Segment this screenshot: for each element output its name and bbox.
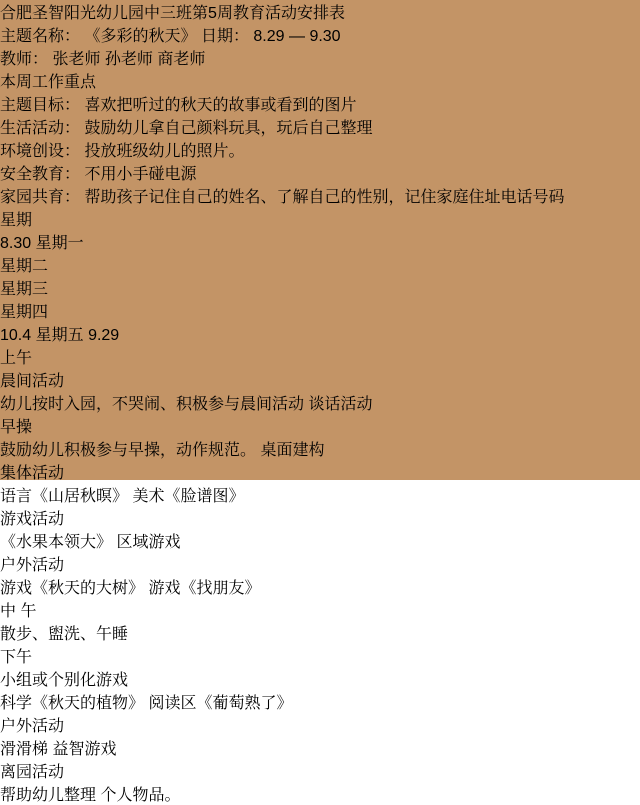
leave-days — [0, 782, 640, 805]
row-morning-arrival — [0, 368, 640, 414]
game-activity-text: 《水果本领大》 — [0, 534, 113, 551]
teacher-label: 教师： — [0, 51, 49, 68]
leave-label: 离园活动 — [0, 764, 65, 781]
theme-goal-cell — [0, 92, 640, 115]
teacher-value: 张老师 孙老师 商老师 — [52, 51, 206, 68]
friday-note-handwritten: 9.29 — [88, 327, 120, 344]
theme-name-label: 主题名称： — [0, 28, 81, 45]
schedule-table — [0, 69, 640, 805]
friday-date-handwritten: 10.4 — [0, 327, 32, 344]
monday-date-handwritten: 8.30 — [0, 235, 32, 252]
morning-rows — [0, 368, 640, 598]
row-individual-games — [0, 667, 640, 713]
outdoor-afternoon-days — [0, 736, 640, 759]
outdoor-morning-friday: 游戏《找朋友》 — [148, 580, 261, 597]
environment-label: 环境创设： — [0, 143, 81, 160]
form-title — [0, 0, 640, 23]
afternoon-band — [0, 644, 640, 759]
weekly-focus-section — [0, 69, 640, 207]
morning-band — [0, 345, 640, 598]
row-outdoor-morning — [0, 552, 640, 598]
friday-header — [0, 322, 640, 345]
collective-activity-text: 语言《山居秋暝》 — [0, 488, 129, 505]
morning-arrival-line2: 谈话活动 — [308, 396, 373, 413]
focus-row-2 — [0, 138, 640, 184]
monday-label: 星期一 — [35, 235, 84, 252]
environment-value: 投放班级幼儿的照片。 — [84, 143, 245, 160]
title-text-3: 周教育活动安排表 — [216, 5, 345, 22]
row-leave — [0, 759, 640, 805]
outdoor-morning-label: 户外活动 — [0, 557, 65, 574]
individual-games-text: 科学《秋天的植物》 — [0, 695, 145, 712]
title-text-2: 班第 — [176, 5, 209, 22]
individual-games-friday: 阅读区《葡萄熟了》 — [148, 695, 293, 712]
thursday-header: 星期四 — [0, 304, 49, 321]
environment-cell — [0, 138, 640, 161]
morning-arrival-days — [0, 391, 640, 414]
row-game-activity — [0, 506, 640, 552]
focus-row-1 — [0, 92, 640, 138]
week-number-handwritten: 5 — [208, 5, 217, 22]
monday-header — [0, 230, 640, 253]
home-coop-cell — [0, 184, 640, 207]
life-activity-cell — [0, 115, 640, 138]
afternoon-rows — [0, 667, 640, 759]
outdoor-morning-days — [0, 575, 640, 598]
safety-education-label: 安全教育： — [0, 166, 81, 183]
row-outdoor-afternoon — [0, 713, 640, 759]
date-value: 8.29 — 9.30 — [253, 28, 341, 45]
noon-label: 中 午 — [0, 603, 37, 620]
game-activity-label: 游戏活动 — [0, 511, 65, 528]
morning-exercise-text: 鼓励幼儿积极参与早操，动作规范。 — [0, 442, 257, 459]
life-activity-value: 鼓励幼儿拿自己颜料玩具，玩后自己整理 — [84, 120, 373, 137]
weekly-focus-content — [0, 92, 640, 207]
weekday-header-row — [0, 207, 640, 345]
theme-name-value: 《多彩的秋天》 — [84, 28, 197, 45]
outdoor-afternoon-text: 滑滑梯 — [0, 741, 49, 758]
leave-text: 帮助幼儿整理 个人物品。 — [0, 787, 181, 804]
morning-exercise-friday: 桌面建构 — [260, 442, 325, 459]
weekly-focus-label: 本周工作重点 — [0, 74, 97, 91]
row-noon — [0, 598, 640, 644]
noon-days — [0, 621, 640, 644]
individual-games-days — [0, 690, 640, 713]
morning-period-label: 上午 — [0, 350, 33, 367]
safety-education-cell — [0, 161, 640, 184]
collective-activity-label: 集体活动 — [0, 465, 65, 482]
focus-row-3 — [0, 184, 640, 207]
wednesday-header: 星期三 — [0, 281, 49, 298]
theme-goal-label: 主题目标： — [0, 97, 81, 114]
tuesday-header: 星期二 — [0, 258, 49, 275]
home-coop-label: 家园共育： — [0, 189, 81, 206]
morning-arrival-label: 晨间活动 — [0, 373, 65, 390]
game-activity-days — [0, 529, 640, 552]
collective-activity-days — [0, 483, 640, 506]
morning-arrival-line1: 幼儿按时入园，不哭闹、积极参与晨间活动 — [0, 396, 305, 413]
friday-label: 星期五 — [35, 327, 84, 344]
morning-exercise-days — [0, 437, 640, 460]
meta-line — [0, 23, 640, 46]
outdoor-morning-text: 游戏《秋天的大树》 — [0, 580, 145, 597]
theme-goal-value: 喜欢把听过的秋天的故事或看到的图片 — [84, 97, 357, 114]
teacher-line — [0, 46, 640, 69]
afternoon-period-label: 下午 — [0, 649, 33, 666]
collective-activity-friday: 美术《脸谱图》 — [132, 488, 245, 505]
individual-games-label: 小组或个别化游戏 — [0, 672, 129, 689]
title-text-1: 合肥圣智阳光幼儿园中 — [0, 5, 161, 22]
row-morning-exercise — [0, 414, 640, 460]
life-activity-label: 生活活动： — [0, 120, 81, 137]
home-coop-value: 帮助孩子记住自己的姓名、了解自己的性别，记住家庭住址电话号码 — [84, 189, 565, 206]
safety-education-value: 不用小手碰电源 — [84, 166, 197, 183]
noon-text: 散步、盥洗、午睡 — [0, 626, 129, 643]
date-label: 日期： — [200, 28, 249, 45]
morning-exercise-label: 早操 — [0, 419, 33, 436]
outdoor-afternoon-friday: 益智游戏 — [52, 741, 117, 758]
weekday-header-label: 星期 — [0, 212, 33, 229]
game-activity-friday: 区域游戏 — [116, 534, 181, 551]
class-number-handwritten: 三 — [160, 5, 177, 22]
row-collective-activity — [0, 460, 640, 506]
outdoor-afternoon-label: 户外活动 — [0, 718, 65, 735]
